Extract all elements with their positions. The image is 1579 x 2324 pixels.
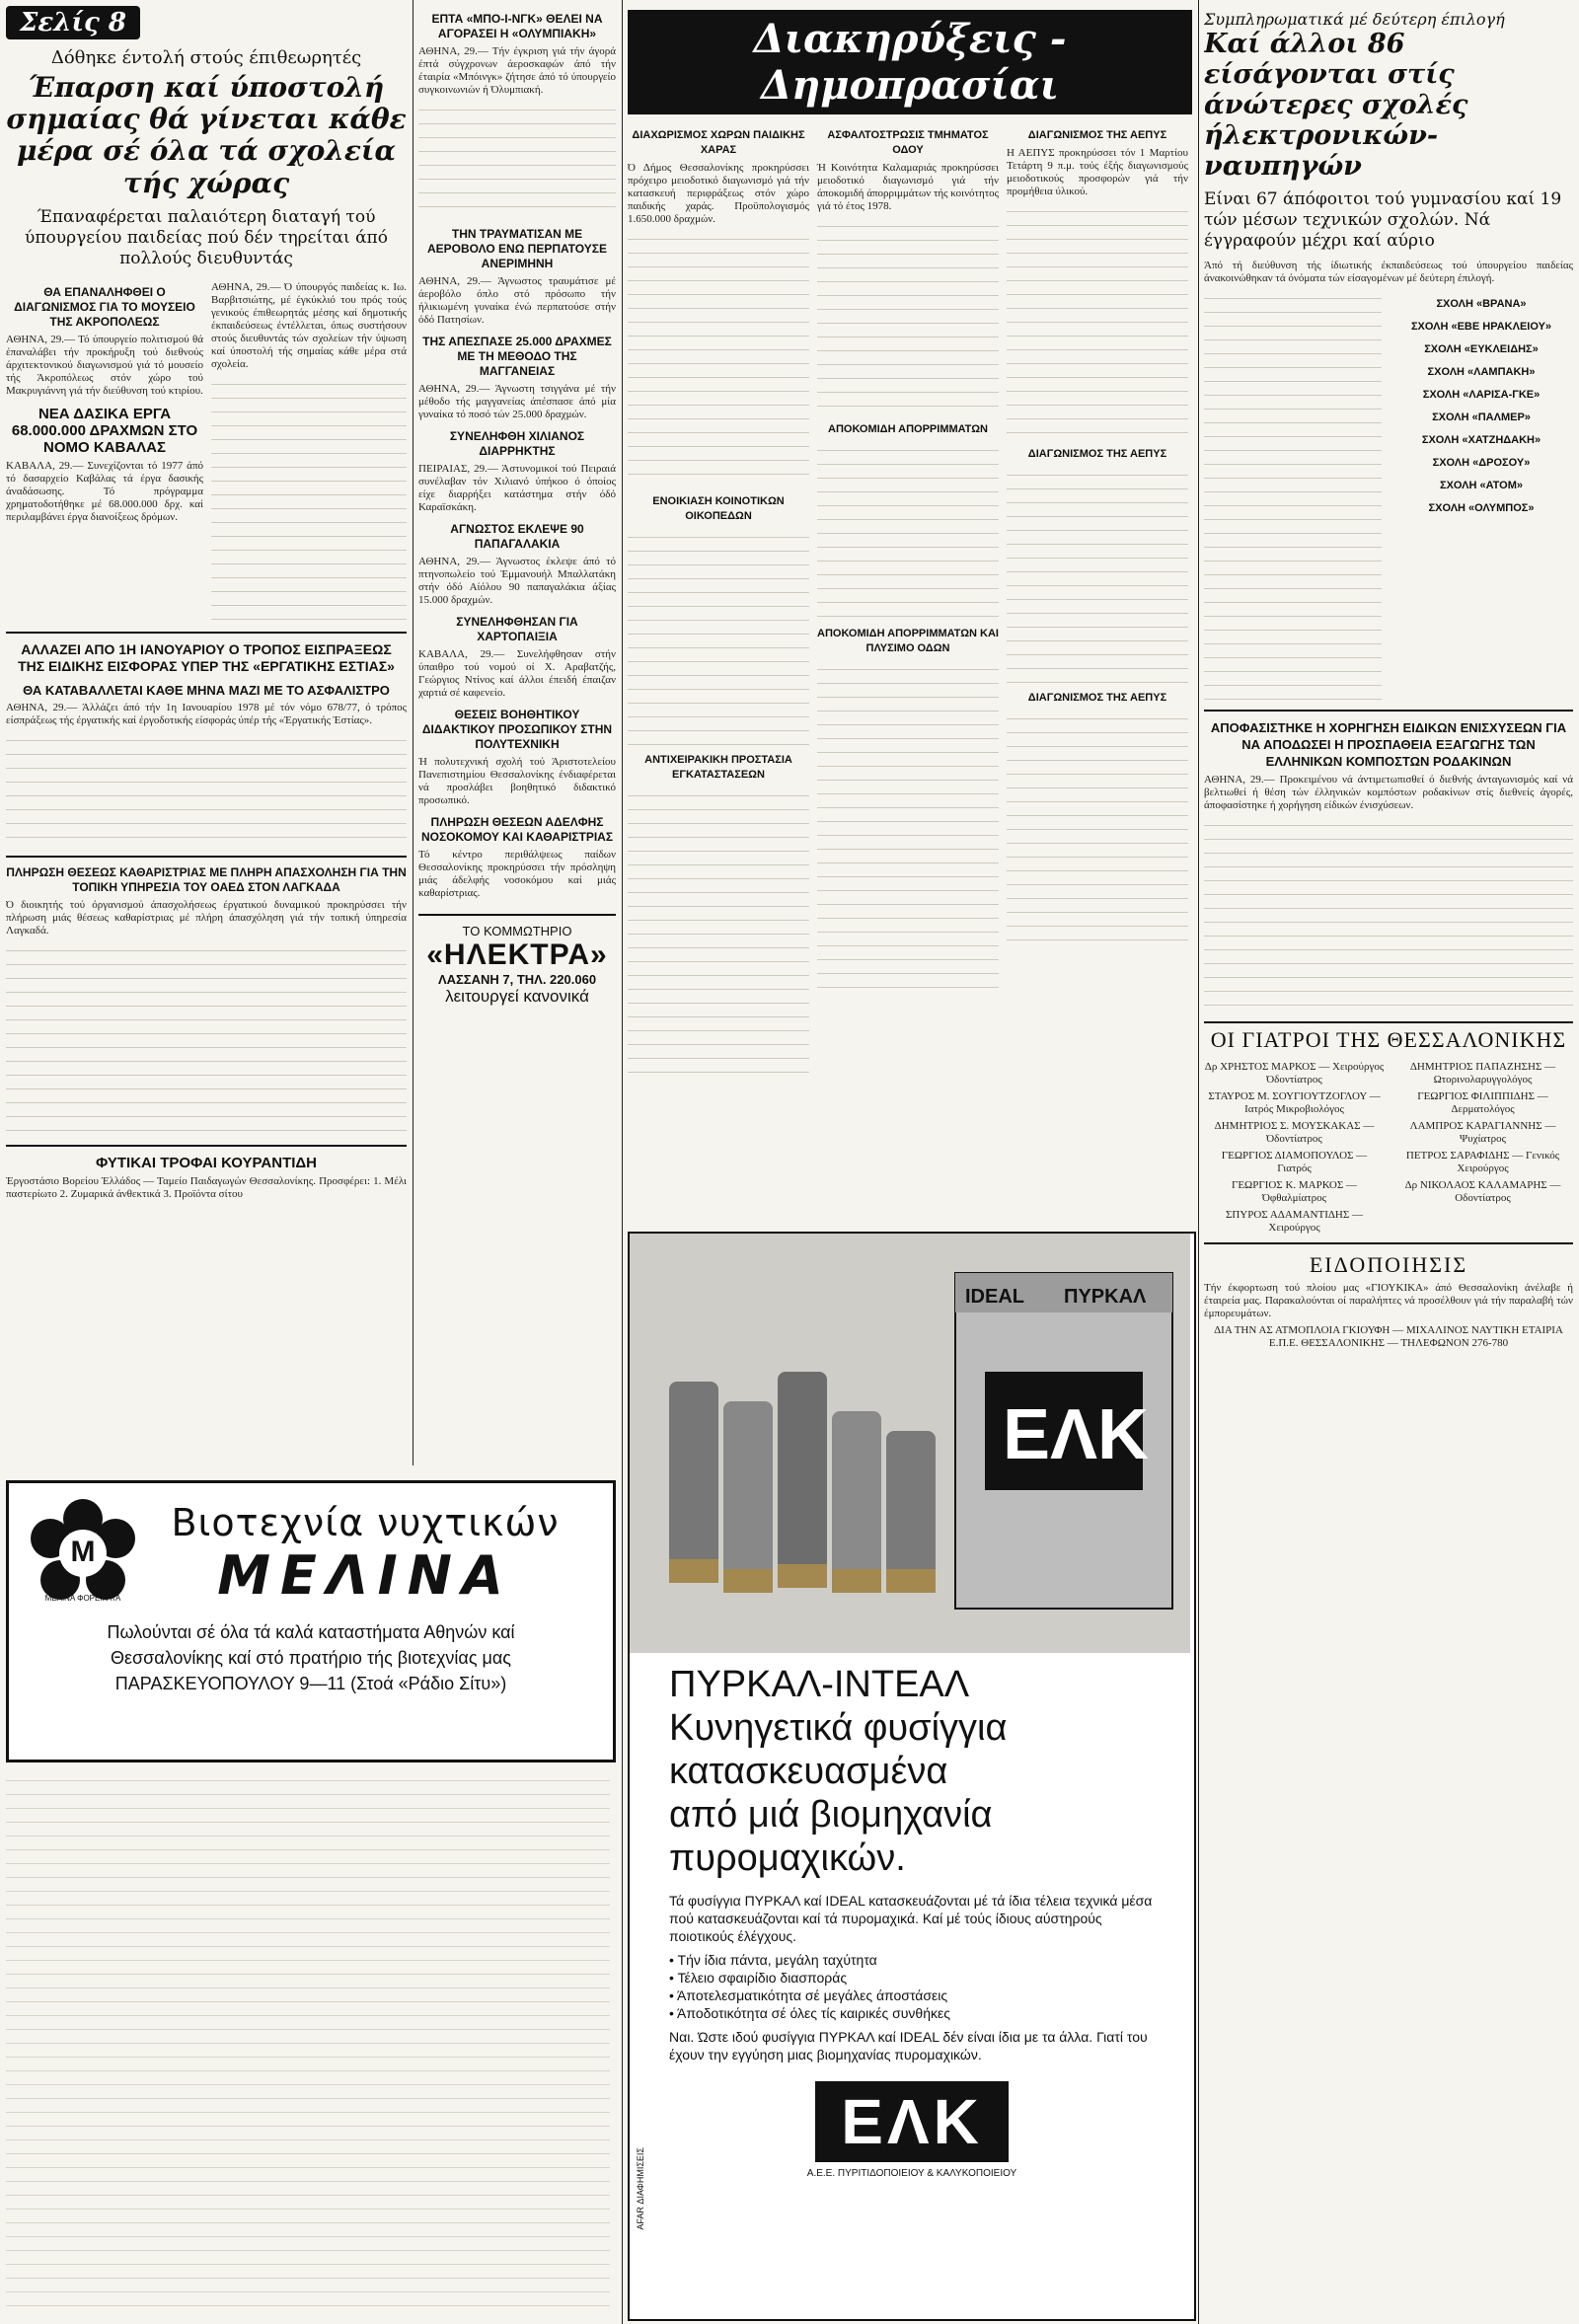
story-title: ΘΕΣΕΙΣ ΒΟΗΘΗΤΙΚΟΥ ΔΙΔΑΚΤΙΚΟΥ ΠΡΟΣΩΠΙΚΟΥ ΣΤΗΝ ΠΟΛΥΤΕΧΝΙΚΗ <box>421 708 613 751</box>
story-filler <box>1204 816 1573 1013</box>
story-title: ΣΥΝΕΛΗΦΘΗΣΑΝ ΓΙΑ ΧΑΡΤΟΠΑΙΞΙΑ <box>456 615 578 643</box>
story-body: Άπό τή διεύθυνση τής ίδιωτικής έκπαιδεύσεως τού ύπουργείου παιδείας άνακοινώθηκαν τά όνόματα τών είσαγομένων μέ δεύτερη έπιλογή. <box>1204 260 1573 285</box>
story-title: ΣΥΝΕΛΗΦΘΗ ΧΙΛΙΑΝΟΣ ΔΙΑΡΡΗΚΤΗΣ <box>449 429 585 458</box>
story5-title: ΠΛΗΡΩΣΗ ΘΕΣΕΩΣ ΚΑΘΑΡΙΣΤΡΙΑΣ ΜΕ ΠΛΗΡΗ ΑΠΑΣΧΟΛΗΣΗ ΓΙΑ ΤΗΝ ΤΟΠΙΚΗ ΥΠΗΡΕΣΙΑ ΤΟΥ ΟΑΕΔ ΣΤΟΝ ΛΑΓΚΑΔΑ <box>6 864 407 894</box>
salon-ad-name: «ΗΛΕΚΤΡΑ» <box>426 938 608 971</box>
tender-filler <box>817 217 999 414</box>
divider <box>6 632 407 634</box>
story-title: ΑΠΟΦΑΣΙΣΤΗΚΕ Η ΧΟΡΗΓΗΣΗ ΕΙΔΙΚΩΝ ΕΝΙΣΧΥΣΕΩΝ ΓΙΑ ΝΑ ΑΠΟΔΩΣΕΙ Η ΠΡΟΣΠΑΘΕΙΑ ΕΞΑΓΩΓΗΣ ΤΩΝ ΕΛΛΗΝΙΚΩΝ ΚΟΜΠΟΣΤΩΝ ΡΟΔΑΚΙΝΩΝ <box>1210 720 1567 770</box>
melina-logo-ring: ΜΕΛΙΝΑ ΦΟΡΕΜΑΤΑ <box>44 1594 121 1603</box>
story2-body: ΑΘΗΝΑ, 29.— Ό ύπουργός παιδείας κ. Ιω. Βαρβιτσιώτης, μέ έγκύκλιό του πρός τούς γενικούς έπιθεωρητάς μέσης καί δημοτικής έκπαιδεύσεως έντέλλεται, όπως συστήσουν στούς διευθυντάς τών σχολείων τήν ύψωση καί ύποστολή τής σημαίας κάθε μέρα στά σχολεία. <box>211 280 407 370</box>
tender-title: ΔΙΑΓΩΝΙΣΜΟΣ ΤΗΣ ΑΕΠΥΣ <box>1027 448 1167 460</box>
doctor-entry: ΣΠΥΡΟΣ ΑΔΑΜΑΝΤΙΔΗΣ — Χειρούργος <box>1225 1209 1364 1235</box>
admissions-filler <box>1204 289 1382 704</box>
ad-headline: ΠΥΡΚΑΛ-ΙΝΤΕΑΛ <box>669 1664 970 1705</box>
bottom-left-filler <box>6 1771 610 2314</box>
story-subhead: Είναι 67 άπόφοιτοι τού γυμνασίου καί 19 τών μέσων τεχνικών σχολών. Νά έγγραφούν μέχρι καί αύριο <box>1204 189 1562 252</box>
story-title: ΑΓΝΩΣΤΟΣ ΕΚΛΕΨΕ 90 ΠΑΠΑΓΑΛΑΚΙΑ <box>450 522 584 551</box>
notices-title: ΕΙΔΟΠΟΙΗΣΙΣ <box>1309 1252 1468 1278</box>
story4-subtitle: ΘΑ ΚΑΤΑΒΑΛΛΕΤΑΙ ΚΑΘΕ ΜΗΝΑ ΜΑΖΙ ΜΕ ΤΟ ΑΣΦΑΛΙΣΤΡΟ <box>23 682 390 698</box>
tender-filler <box>628 787 809 1083</box>
ad-footer: Α.Ε.Ε. ΠΥΡΙΤΙΔΟΠΟΙΕΙΟΥ & ΚΑΛΥΚΟΠΟΙΕΙΟΥ <box>806 2168 1017 2179</box>
school-heading: ΣΧΟΛΗ «ΕΥΚΛΕΙΔΗΣ» <box>1424 343 1539 356</box>
story-kicker: Δόθηκε έντολή στούς έπιθεωρητές <box>50 47 362 68</box>
melina-title: Βιοτεχνία νυχτικών <box>171 1500 560 1544</box>
tender-body: Ό Δήμος Θεσσαλονίκης προκηρύσσει πρόχειρο μειοδοτικό διαγωνισμό γιά τήν κατασκευή περιφράξεως στόν χώρο παιδικής χαράς. Προϋπολογισμός 1.650.000 δραχμών. <box>628 162 809 225</box>
story1-title: ΘΑ ΕΠΑΝΑΛΗΦΘΕΙ Ο ΔΙΑΓΩΝΙΣΜΟΣ ΓΙΑ ΤΟ ΜΟΥΣΕΙΟ ΤΗΣ ΑΚΡΟΠΟΛΕΩΣ <box>14 284 195 329</box>
school-heading: ΣΧΟΛΗ «ΒΡΑΝΑ» <box>1436 298 1527 311</box>
salon-ad-address: ΛΑΣΣΑΝΗ 7, ΤΗΛ. 220.060 <box>437 972 597 987</box>
doctor-entry: Δρ ΧΡΗΣΤΟΣ ΜΑΡΚΟΣ — Χειρούργος Όδοντίατρος <box>1204 1061 1385 1087</box>
pyrkal-ad <box>628 1232 1196 2321</box>
column-rule <box>1198 0 1199 2324</box>
tender-title: ΑΠΟΚΟΜΙΔΗ ΑΠΟΡΡΙΜΜΑΤΩΝ ΚΑΙ ΠΛΥΣΙΜΟ ΟΔΩΝ <box>817 628 999 654</box>
story-kicker: Συμπληρωματικά μέ δεύτερη έπιλογή <box>1204 10 1505 29</box>
melina-logo <box>29 1499 137 1608</box>
divider <box>6 856 407 858</box>
page-number-badge <box>6 6 140 39</box>
ad-bullets <box>669 1951 1155 2022</box>
story-filler <box>418 101 616 219</box>
school-heading: ΣΧΟΛΗ «ΑΤΟΜ» <box>1439 480 1524 492</box>
ammo-can-logo: ΕΛΚ <box>1003 1395 1150 1474</box>
column-rule <box>413 0 414 1465</box>
tender-title: ΔΙΑΧΩΡΙΣΜΟΣ ΧΩΡΩΝ ΠΑΙΔΙΚΗΣ ΧΑΡΑΣ <box>632 129 805 156</box>
melina-line2: Θεσσαλονίκης καί στό πρατήριο τής βιοτεχνίας μας <box>111 1648 511 1668</box>
story4-title: ΑΛΛΑΖΕΙ ΑΠΟ 1Η ΙΑΝΟΥΑΡΙΟΥ Ο ΤΡΟΠΟΣ ΕΙΣΠΡΑΞΕΩΣ ΤΗΣ ΕΙΔΙΚΗΣ ΕΙΣΦΟΡΑΣ ΥΠΕΡ ΤΗΣ «ΕΡΓΑΤΙΚΗΣ ΕΣΤΙΑΣ» <box>18 640 395 674</box>
melina-ad <box>6 1480 616 1762</box>
column-right <box>1204 0 1573 2319</box>
story-body: ΠΕΙΡΑΙΑΣ, 29.— Άστυνομικοί τού Πειραιά συνέλαβαν τόν Χιλιανό ύπήκοο ό όποίος είχε διαρρήξει κατάστημα στήν όδό Καραϊσκάκη. <box>418 463 616 513</box>
school-heading: ΣΧΟΛΗ «ΟΛΥΜΠΟΣ» <box>1428 502 1535 515</box>
notices-body: Τήν έκφορτωση τού πλοίου μας «ΓΙΟΥΚΙΚΑ» άπό Θεσσαλονίκη άνέλαβε ή έταιρεία μας. Παρακαλούνται οί παραλήπτες νά προσέλθουν γιά τήν παραλαβή τών έμπορευμάτων. <box>1204 1282 1573 1320</box>
story-title: ΤΗΝ ΤΡΑΥΜΑΤΙΣΑΝ ΜΕ ΑΕΡΟΒΟΛΟ ΕΝΩ ΠΕΡΠΑΤΟΥΣΕ ΑΝΕΡΙΜΗΝΗ <box>427 227 607 270</box>
melina-name: ΜΕΛΙΝΑ <box>217 1543 513 1607</box>
ad-line3: κατασκευασμένα <box>669 1751 948 1792</box>
story6-body: Έργοστάσιο Βορείου Έλλάδος — Ταμείο Παιδαγωγών Θεσσαλονίκης. Προσφέρει: 1. Μέλι παστερίωτο 2. Ζυμαρικά άνθεκτικά 3. Προϊόντα σίτου <box>6 1174 407 1200</box>
story3-title: ΝΕΑ ΔΑΣΙΚΑ ΕΡΓΑ 68.000.000 ΔΡΑΧΜΩΝ ΣΤΟ ΝΟΜΟ ΚΑΒΑΛΑΣ <box>11 405 198 456</box>
ad-agency: AFAR ΔΙΑΦΗΜΙΣΕΙΣ <box>636 2147 645 2230</box>
school-heading: ΣΧΟΛΗ «ΧΑΤΖΗΔΑΚΗ» <box>1421 434 1541 447</box>
melina-line1: Πωλούνται σέ όλα τά καλά καταστήματα Αθηνών καί <box>107 1622 515 1642</box>
story-body: ΑΘΗΝΑ, 29.— Άγνωστη τσιγγάνα μέ τήν μέθοδο τής μαγγανείας άπέσπασε άπό μία γυναίκα τό ποσό τών 25.000 δραχμών. <box>418 383 616 420</box>
tender-title: ΑΣΦΑΛΤΟΣΤΡΩΣΙΣ ΤΜΗΜΑΤΟΣ ΟΔΟΥ <box>827 129 989 156</box>
ad-bullet: • Τήν ίδια πάντα, μεγάλη ταχύτητα <box>669 1952 877 1968</box>
story4-body: ΑΘΗΝΑ, 29.— Άλλάζει άπό τήν 1η Ιανουαρίου 1978 μέ τόν νόμο 678/77, ό τρόπος είσπράξεως τής έργατικής καί έργοδοτικής είσφοράς ύπέρ τής «Έργατικής Έστίας». <box>6 701 407 726</box>
story5-body: Ό διοικητής τού όργανισμού άπασχολήσεως έργατικού δυναμικού προκηρύσσει τήν πλήρωση μιάς θέσεως καθαρίστριας μέ πλήρη άπασχόληση γιά τήν τοπική ύπηρεσία Λαγκαδά. <box>6 898 407 937</box>
tender-title: ΑΝΤΙΧΕΙΡΑΚΙΚΗ ΠΡΟΣΤΑΣΙΑ ΕΓΚΑΤΑΣΤΑΣΕΩΝ <box>644 754 792 781</box>
ad-paragraph: Τά φυσίγγια ΠΥΡΚΑΛ καί IDEAL κατασκευάζονται μέ τά ίδια τέλεια τεχνικά μέσα πού κατασκευάζονται καί τά πυρομαχικά. Καί μέ τούς ίδιους αύστηρούς ποιοτικούς έλέγχους. <box>669 1893 1153 1944</box>
school-heading: ΣΧΟΛΗ «ΕΒΕ ΗΡΑΚΛΕΙΟΥ» <box>1410 321 1552 334</box>
melina-logo-letter: M <box>70 1536 96 1568</box>
story2-filler <box>211 375 407 622</box>
school-heading: ΣΧΟΛΗ «ΛΑΜΠΑΚΗ» <box>1427 366 1536 379</box>
tender-filler <box>1007 466 1188 683</box>
ad-bullet: • Τέλειο σφαιρίδιο διασποράς <box>669 1970 848 1986</box>
column-rule <box>622 0 623 2324</box>
tender-filler <box>628 528 809 745</box>
story4-filler <box>6 731 407 850</box>
tender-title: ΔΙΑΓΩΝΙΣΜΟΣ ΤΗΣ ΑΕΠΥΣ <box>1027 692 1167 704</box>
tenders-banner <box>628 10 1192 114</box>
story-body: ΑΘΗΝΑ, 29.— Τήν έγκριση γιά τήν άγορά έπτά σύγχρονων άεροσκαφών άπό τήν έταιρία «Μπόινγκ» ζήτησε άπό τό ύπουργείο συγκοινωνιών ή Όλυμπιακή. <box>418 45 616 96</box>
doctor-entry: ΠΕΤΡΟΣ ΣΑΡΑΦΙΔΗΣ — Γενικός Χειρούργος <box>1405 1150 1560 1175</box>
doctor-entry: ΓΕΩΡΓΙΟΣ Κ. ΜΑΡΚΟΣ — Όφθαλμίατρος <box>1231 1179 1358 1205</box>
cartridges-illustration <box>630 1234 1190 1653</box>
notices-footer: ΔΙΑ ΤΗΝ ΑΣ ΑΤΜΟΠΛΟΙΑ ΓΚΙΟΥΦΗ — ΜΙΧΑΛΙΝΟΣ ΝΑΥΤΙΚΗ ΕΤΑΙΡΙΑ Ε.Π.Ε. ΘΕΣΣΑΛΟΝΙΚΗΣ — ΤΗΛΕΦΩΝΟΝ 276-780 <box>1214 1324 1563 1350</box>
tender-filler <box>628 230 809 487</box>
tender-title: ΕΝΟΙΚΙΑΣΗ ΚΟΙΝΟΤΙΚΩΝ ΟΙΚΟΠΕΔΩΝ <box>652 495 785 522</box>
doctors-directory <box>1204 1021 1573 1244</box>
ammo-brand-can: ΠΥΡΚΑΛ <box>1064 1286 1147 1308</box>
school-heading: ΣΧΟΛΗ «ΛΑΡΙΣΑ-ΓΚΕ» <box>1422 389 1541 402</box>
tenders-banner-text: Διακηρύξεις - Δημοπρασίαι <box>753 16 1067 109</box>
story-title: ΤΗΣ ΑΠΕΣΠΑΣΕ 25.000 ΔΡΑΧΜΕΣ ΜΕ ΤΗ ΜΕΘΟΔΟ ΤΗΣ ΜΑΓΓΑΝΕΙΑΣ <box>422 335 612 378</box>
story-body: ΑΘΗΝΑ, 29.— Άγνωστος έκλεψε άπό τό πτηνοπωλείο τού Έμμανουήλ Μπαλλατάκη στήν όδό Αίόλου 90 παπαγαλάκια άξίας 15.000 δραχμών. <box>418 556 616 606</box>
ad-logo-box <box>815 2081 1009 2162</box>
column-second <box>418 0 616 1465</box>
tender-title: ΔΙΑΓΩΝΙΣΜΟΣ ΤΗΣ ΑΕΠΥΣ <box>1027 129 1167 141</box>
school-heading: ΣΧΟΛΗ «ΔΡΟΣΟΥ» <box>1432 457 1531 470</box>
tender-filler <box>1007 710 1188 946</box>
page-label: Σελίς 8 <box>20 8 126 37</box>
story-body: ΑΘΗΝΑ, 29.— Άγνωστος τραυμάτισε μέ άεροβόλο όπλο στό πρόσωπο τήν ήλικιωμένη γυναίκα ένώ περπατούσε στήν όδό Πατησίων. <box>418 275 616 326</box>
melina-line3: ΠΑΡΑΣΚΕΥΟΠΟΥΛΟΥ 9—11 (Στοά «Ράδιο Σίτυ») <box>114 1674 507 1693</box>
column-left <box>6 0 407 1465</box>
doctor-entry: Δρ ΝΙΚΟΛΑΟΣ ΚΑΛΑΜΑΡΗΣ — Οδοντίατρος <box>1404 1179 1561 1205</box>
salon-ad-label: ΤΟ ΚΟΜΜΩΤΗΡΙΟ <box>462 924 572 938</box>
story-body: Ή πολυτεχνική σχολή τού Άριστοτελείου Πανεπιστημίου Θεσσαλονίκης ένδιαφέρεται νά προσλάβει βοηθητικό διδακτικό προσωπικό. <box>418 756 616 806</box>
story1-body: ΑΘΗΝΑ, 29.— Τό ύπουργείο πολιτισμού θά έπαναλάβει τήν προκήρυξη τού διεθνούς άρχιτεκτονικού διαγωνισμού γιά τό μουσείο τής Άκροπόλεως στόν χώρο τού Μακρυγιάννη γιά τήν διεύθυνση τού κτιρίου. <box>6 333 203 397</box>
ad-bullet: • Άποδοτικότητα σέ όλες τίς καιρικές συνθήκες <box>669 2005 950 2021</box>
story-title: ΕΠΤΑ «ΜΠΟ-Ι-ΝΓΚ» ΘΕΛΕΙ ΝΑ ΑΓΟΡΑΣΕΙ Η «ΟΛΥΜΠΙΑΚΗ» <box>431 12 603 40</box>
ad-line2: Κυνηγετικά φυσίγγια <box>669 1707 1008 1749</box>
divider <box>1204 710 1573 712</box>
ad-bullet: • Άποτελεσματικότητα σέ μεγάλες άποστάσεις <box>669 1987 948 2003</box>
story5-filler <box>6 941 407 1139</box>
salon-ad <box>418 914 616 1007</box>
ad-logo: ΕΛΚ <box>841 2086 983 2157</box>
doctor-entry: ΓΕΩΡΓΙΟΣ ΔΙΑΜΟΠΟΥΛΟΣ — Γιατρός <box>1221 1150 1368 1175</box>
school-heading: ΣΧΟΛΗ «ΠΑΛΜΕΡ» <box>1432 412 1531 424</box>
doctor-entry: ΓΕΩΡΓΙΟΣ ΦΙΛΙΠΠΙΔΗΣ — Δερματολόγος <box>1417 1090 1548 1116</box>
tender-title: ΑΠΟΚΟΜΙΔΗ ΑΠΟΡΡΙΜΜΑΤΩΝ <box>828 423 988 435</box>
story-body: Τό κέντρο περιθάλψεως παίδων Θεσσαλονίκης προκηρύσσει τήν πρόσληψη μιάς άδελφής νοσοκόμου καί μιάς καθαρίστριας. <box>418 849 616 899</box>
divider <box>6 1145 407 1147</box>
doctor-entry: ΔΗΜΗΤΡΙΟΣ Σ. ΜΟΥΣΚΑΚΑΣ — Όδοντίατρος <box>1214 1120 1375 1146</box>
story-headline: Έπαρση καί ύποστολή σημαίας θά γίνεται κάθε μέρα σέ όλα τά σχολεία τής χώρας <box>6 71 407 199</box>
story-body: ΚΑΒΑΛΑ, 29.— Συνελήφθησαν στήν ύπαιθρο τού νομού οί Χ. Αραβατζής, Γεώργιος Ντίνος καί άλλοι έπειδή έπαιζαν χαρτιά σέ καφενείο. <box>418 648 616 699</box>
story6-title: ΦΥΤΙΚΑΙ ΤΡΟΦΑΙ ΚΟΥΡΑΝΤΙΔΗ <box>95 1154 318 1171</box>
doctor-entry: ΣΤΑΥΡΟΣ Μ. ΣΟΥΓΙΟΥΤΖΟΓΛΟΥ — Ιατρός Μικροβιολόγος <box>1208 1090 1381 1116</box>
story-headline: Καί άλλοι 86 είσάγονται στίς άνώτερες σχολές ήλεκτρονικών-ναυπηγών <box>1204 29 1468 183</box>
column-tenders <box>628 0 1192 1224</box>
salon-ad-note: λειτουργεί κανονικά <box>445 987 589 1006</box>
doctor-entry: ΔΗΜΗΤΡΙΟΣ ΠΑΠΑΖΗΣΗΣ — Ωτορινολαρυγγολόγος <box>1409 1061 1556 1087</box>
story-title: ΠΛΗΡΩΣΗ ΘΕΣΕΩΝ ΑΔΕΛΦΗΣ ΝΟΣΟΚΟΜΟΥ ΚΑΙ ΚΑΘΑΡΙΣΤΡΙΑΣ <box>420 815 614 844</box>
story-subhead: Έπαναφέρεται παλαιότερη διαταγή τού ύπουργείου παιδείας πού δέν τηρείται άπό πολλούς διευθυντάς <box>25 206 388 268</box>
tender-body: Ή Κοινότητα Καλαμαριάς προκηρύσσει μειοδοτικό διαγωνισμό γιά τήν άποκομιδή άπορριμμάτων τής κοινότητος γιά τό έτος 1978. <box>817 162 999 212</box>
doctor-entry: ΛΑΜΠΡΟΣ ΚΑΡΑΓΙΑΝΝΗΣ — Ψυχίατρος <box>1409 1120 1556 1146</box>
story-body: ΑΘΗΝΑ, 29.— Προκειμένου νά άντιμετωπισθεί ό διεθνής άνταγωνισμός καί νά βελτιωθεί ή θέση τών έλληνικών κομπόστων ροδακίνων στίς διεθνείς άγορές, άποφασίστηκε ή χορήγηση είδικών ένισχύσεων. <box>1204 774 1573 812</box>
tender-filler <box>1007 202 1188 439</box>
story3-body: ΚΑΒΑΛΑ, 29.— Συνεχίζονται τό 1977 άπό τό δασαρχείο Καβάλας τά έργα δασικής άναδάσωσης. Τό πρόγραμμα χρηματοδοτήθηκε μέ 68.000.000 δρχ. καί περιλαμβάνει έργα διανοίξεως δρόμων. <box>6 459 203 523</box>
tender-filler <box>817 660 999 996</box>
doctors-title: ΟΙ ΓΙΑΤΡΟΙ ΤΗΣ ΘΕΣΣΑΛΟΝΙΚΗΣ <box>1210 1027 1567 1053</box>
tender-body: Η ΑΕΠΥΣ προκηρύσσει τόν 1 Μαρτίου Τετάρτη 9 π.μ. τούς έξής διαγωνισμούς μειοδοτικούς προσφορών γιά τήν προμήθεια ύλικού. <box>1007 147 1188 197</box>
tender-filler <box>817 441 999 619</box>
ammo-brand-small: IDEAL <box>965 1286 1024 1308</box>
ad-closing: Ναι. Ώστε ιδού φυσίγγια ΠΥΡΚΑΛ καί IDEAL δέν είναι ίδια με τα άλλα. Γιατί του έχουν την εγγύηση μιας βιομηχανίας πυρομαχικών. <box>669 2029 1148 2062</box>
ad-line4: από μιά βιομηχανία πυρομαχικών. <box>669 1794 993 1879</box>
